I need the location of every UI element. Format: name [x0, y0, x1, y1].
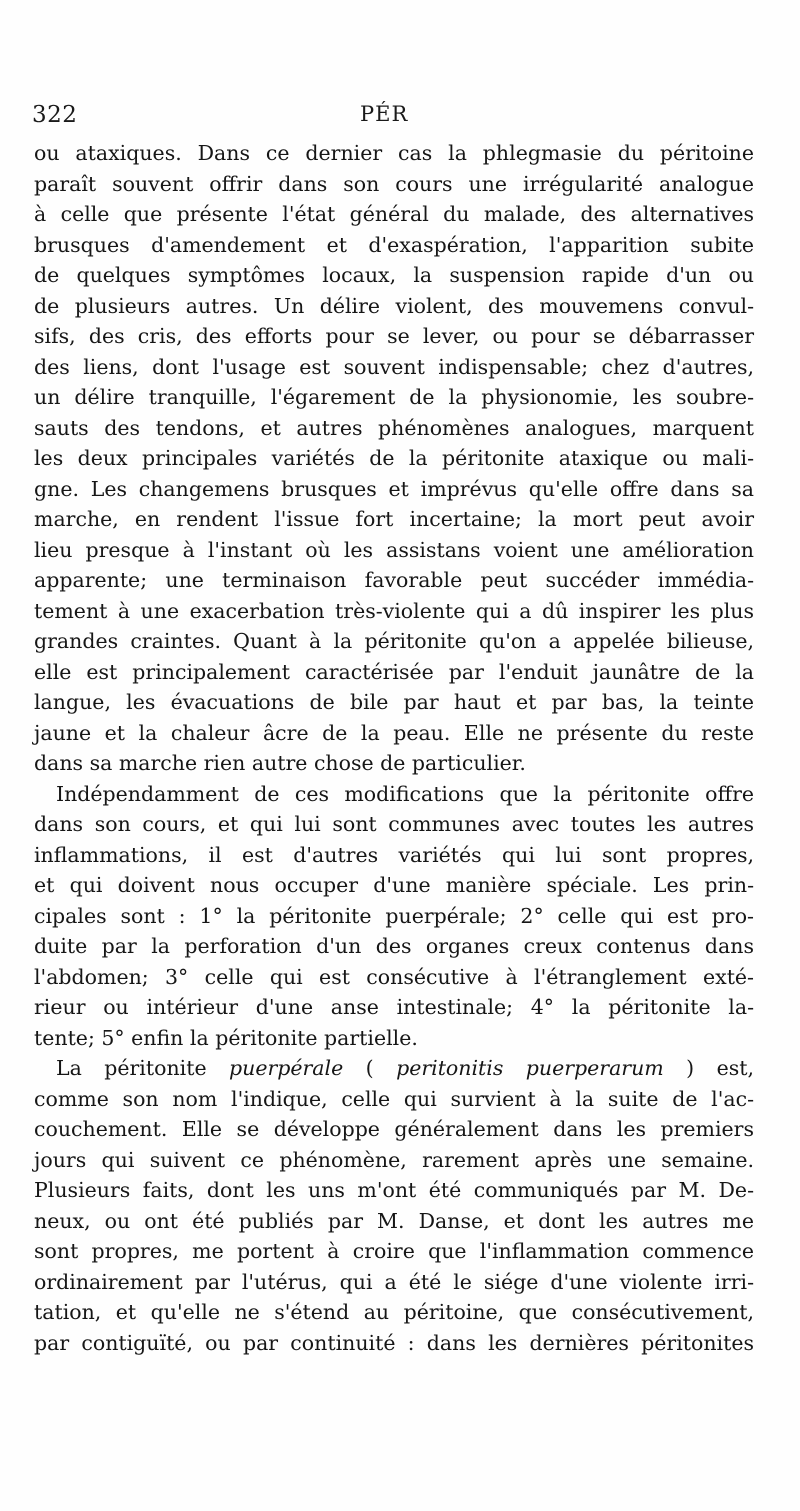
- text-line: sauts des tendons, et autres phénomènes analogues, marquent: [34, 415, 754, 440]
- text-line: ordinairement par l'utérus, qui a été le siége d'une violente irri-: [34, 1269, 754, 1294]
- text-line: apparente; une terminaison favorable peut succéder immédia-: [34, 568, 754, 592]
- text-line: un délire tranquille, l'égarement de la physionomie, les soubre-: [34, 385, 754, 409]
- text-line: brusques d'amendement et d'exaspération, l'apparition subite: [34, 232, 754, 257]
- text-line: l'abdomen; 3° celle qui est consécutive à l'étranglement exté-: [34, 964, 754, 989]
- italic-term: puerpérale: [229, 1056, 344, 1080]
- text-line: duite par la perforation d'un des organes creux contenus dans: [34, 934, 754, 958]
- text-run: La péritonite: [56, 1056, 229, 1080]
- text-line: et qui doivent nous occuper d'une manière spéciale. Les prin-: [34, 873, 754, 897]
- text-line: jours qui suivent ce phénomène, rarement après une semaine.: [34, 1147, 754, 1172]
- text-line: langue, les évacuations de bile par haut et par bas, la teinte: [34, 690, 754, 714]
- text-line: comme son nom l'indique, celle qui survient à la suite de l'ac-: [34, 1086, 754, 1111]
- page-number: 322: [32, 102, 78, 128]
- text-line: cipales sont : 1° la péritonite puerpérale; 2° celle qui est pro-: [34, 903, 754, 928]
- text-line: Indépendamment de ces modifications que la péritonite offre: [56, 781, 754, 806]
- text-line: tation, et qu'elle ne s'étend au péritoine, que consécutivement,: [34, 1300, 754, 1324]
- text-line: dans son cours, et qui lui sont communes avec toutes les autres: [34, 812, 754, 836]
- text-run: (: [343, 1056, 397, 1080]
- text-line: tente; 5° enfin la péritonite partielle.: [34, 1025, 418, 1050]
- text-line: les deux principales variétés de la péritonite ataxique ou mali-: [34, 446, 754, 470]
- paragraph-3: [34, 1053, 754, 1358]
- text-line: [34, 1053, 754, 1084]
- text-line: grandes craintes. Quant à la péritonite qu'on a appelée bilieuse,: [34, 629, 754, 653]
- text-line: Plusieurs faits, dont les uns m'ont été communiqués par M. De-: [34, 1178, 754, 1202]
- text-line: tement à une exacerbation très-violente qui a dû inspirer les plus: [34, 598, 754, 623]
- text-line: paraît souvent offrir dans son cours une irrégularité analogue: [34, 171, 754, 196]
- text-line: marche, en rendent l'issue fort incertaine; la mort peut avoir: [34, 507, 754, 531]
- text-line: rieur ou intérieur d'une anse intestinale; 4° la péritonite la-: [34, 995, 754, 1019]
- text-line: sifs, des cris, des efforts pour se lever, ou pour se débarrasser: [34, 324, 754, 348]
- text-line: elle est principalement caractérisée par l'enduit jaunâtre de la: [34, 659, 754, 684]
- text-line: de plusieurs autres. Un délire violent, des mouvemens convul-: [34, 293, 754, 318]
- text-line: neux, ou ont été publiés par M. Danse, et dont les autres me: [34, 1208, 754, 1233]
- text-line: gne. Les changemens brusques et imprévus qu'elle offre dans sa: [34, 476, 754, 501]
- text-line: ou ataxiques. Dans ce dernier cas la phlegmasie du péritoine: [34, 141, 754, 165]
- body-text: [34, 138, 754, 1358]
- paragraph-2: [34, 779, 754, 1054]
- text-line: de quelques symptômes locaux, la suspension rapide d'un ou: [34, 263, 754, 287]
- text-line: par contiguïté, ou par continuité : dans les dernières péritonites: [34, 1330, 754, 1355]
- italic-latin-term: peritonitis puerperarum: [396, 1056, 664, 1080]
- text-line: jaune et la chaleur âcre de la peau. Elle ne présente du reste: [34, 720, 754, 745]
- text-line: des liens, dont l'usage est souvent indispensable; chez d'autres,: [34, 354, 754, 379]
- text-line: couchement. Elle se développe généralement dans les premiers: [34, 1117, 754, 1141]
- text-line: à celle que présente l'état général du malade, des alternatives: [34, 202, 754, 226]
- paragraph-1: [34, 138, 754, 779]
- running-head: PÉR: [360, 102, 409, 126]
- text-line: inflammations, il est d'autres variétés qui lui sont propres,: [34, 842, 754, 867]
- text-line: sont propres, me portent à croire que l'inflammation commence: [34, 1239, 754, 1263]
- text-line: lieu presque à l'instant où les assistans voient une amélioration: [34, 537, 754, 562]
- text-line: dans sa marche rien autre chose de particulier.: [34, 751, 526, 775]
- text-run: ) est,: [663, 1056, 754, 1080]
- page-header: [32, 100, 772, 140]
